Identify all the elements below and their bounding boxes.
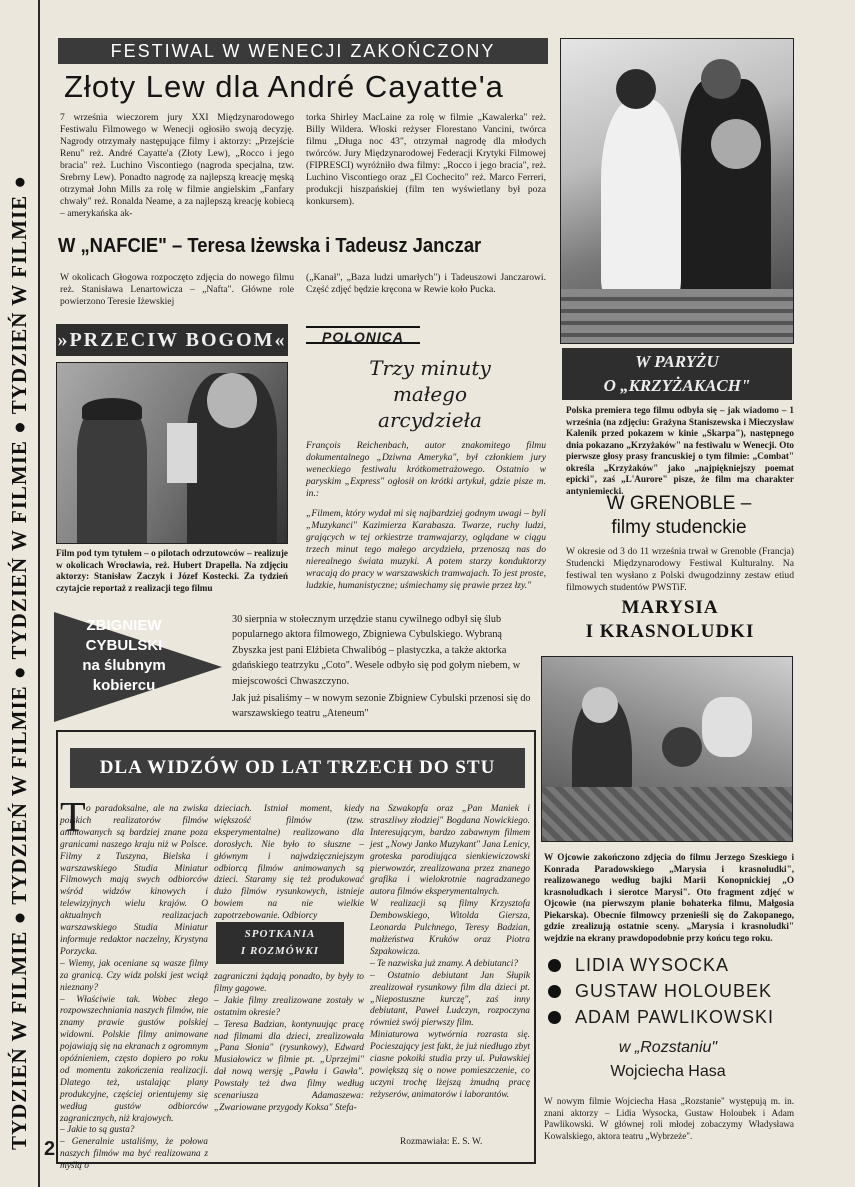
paryz-tag-line1: W PARYŻU bbox=[635, 352, 719, 371]
cybulski-text bbox=[232, 612, 538, 722]
marysia-title-line2: I KRASNOLUDKI bbox=[585, 621, 755, 642]
cybulski-p1: 30 sierpnia w stołecznym urzędzie stanu cywilnego odbył się ślub popularnego aktora filmowego, Zbigniewa Cybulskiego. Wybraną Zbyszka jest pani Elżbieta Chwalibóg – plastyczka, a także aktorka gdańskiego teatrzyku „Coto". Wesele odbyło się pod gołym niebem, w miejscowości Chwaszczyno. bbox=[232, 614, 521, 687]
rozstanie-text: W nowym filmie Wojciecha Hasa „Rozstanie" występują m. in. znani aktorzy – Lidia Wysocka, Gustaw Holoubek i Adam Pawlikowski. W głównej roli młodej zobaczymy Władysława Kowalskiego, aktora teatru „Wybrzeże". bbox=[544, 1096, 794, 1141]
polonica-intro: François Reichenbach, autor znakomitego filmu dokumentalnego „Dziwna Ameryka", był członkiem jury weneckiego festiwalu krótkometrażowego. Ostatnio w paryskim „Express" ogłosił on krótki artykuł, gdzie pisze m. in.: bbox=[306, 440, 546, 499]
nafcie-col2: („Kanał", „Baza ludzi umarłych") i Tadeuszowi Janczarowi. Część zdjęć będzie kręcona w Rewie koło Pucka. bbox=[306, 272, 546, 295]
marysia-title-line1: MARYSIA bbox=[621, 597, 719, 618]
widzow-signature: Rozmawiała: E. S. W. bbox=[400, 1137, 483, 1147]
venice-banner: FESTIWAL W WENECJI ZAKOŃCZONY bbox=[58, 38, 548, 64]
krzyzacy-premiere-photo bbox=[560, 38, 794, 344]
widzow-col2b: zagraniczni żądają ponadto, by były to filmy gagowe. – Jakie filmy zrealizowane zostały w ostatnim okresie? – Teresa Badzian, kontynuując pracę nad filmami dla dzieci, zrealizowała „Pana Słonia" (rysunkowy), Edward Musiałowicz w filmie pt. „Uprzejmi" dał nową wersję „Pawła i Gawła". Powstały też dwa filmy według scenariusza Adamaszewa: „Zwariowane przygody Koksa" Stefa- bbox=[214, 972, 364, 1113]
cybulski-title-line4: kobiercu bbox=[92, 677, 156, 694]
polonica-tag: POLONICA bbox=[306, 326, 420, 344]
cybulski-title-line2: CYBULSKI bbox=[85, 637, 163, 654]
sidebar-running-title: TYDZIEŃ W FILMIE ● TYDZIEŃ W FILMIE ● TYDZIEŃ W FILMIE ● TYDZIEŃ W FILMIE ● bbox=[7, 174, 31, 1150]
przeciw-tag: »PRZECIW BOGOM« bbox=[56, 324, 288, 356]
przeciw-photo bbox=[56, 362, 288, 544]
polonica-title-line1: Trzy minuty bbox=[369, 356, 491, 380]
rozstanie-title-line1: w „Rozstaniu" bbox=[618, 1039, 718, 1056]
spotkania-tag-line1: SPOTKANIA bbox=[244, 928, 316, 940]
widzow-dropcap: T bbox=[60, 795, 86, 841]
sidebar-strip bbox=[0, 0, 40, 1187]
venice-col1: 7 września wieczorem jury XXI Międzynarodowego Festiwalu Filmowego w Wenecji ogłosiło swoją decyzję. Nagrody otrzymały następujące filmy i aktorzy: „Przejście Renu" reż. André Cayatte'a (Złoty Lew), „Rocco i jego bracia" reż. Luchino Viscontiego (nagroda specjalna, tzw. Srebrny Lew). Ponadto nagrodę za najlepszą kreację męską otrzymał John Mills za rolę w filmie angielskim „Fanfary chwały" reż. Ronalda Neame, a za najlepszą kreację kobiecą – amerykańska ak- bbox=[60, 112, 294, 219]
cast-name: LIDIA WYSOCKA bbox=[575, 954, 730, 975]
grenoble-text: W okresie od 3 do 11 września trwał w Grenoble (Francja) Studencki Międzynarodowy Festiwal Kulturalny. Na festiwal ten wysłano z Polski dwugodzinny zestaw etiud filmowych studentów PWSTiF. bbox=[566, 546, 794, 593]
przeciw-caption: Film pod tym tytułem – o pilotach odrzutowców – realizuje w okolicach Wrocławia, reż. Hubert Drapella. Na zdjęciu aktorzy: Stanisław Zaczyk i Józef Kostecki. Za tydzień czytajcie reportaż z realizacji tego filmu bbox=[56, 548, 288, 593]
rozstanie-title bbox=[548, 1036, 788, 1084]
bullet-dot bbox=[548, 985, 561, 998]
polonica-title-line3: arcydzieła bbox=[378, 408, 482, 432]
marysia-photo bbox=[541, 656, 793, 842]
rozstanie-title-line2: Wojciecha Hasa bbox=[610, 1063, 726, 1080]
paryz-tag bbox=[562, 348, 792, 400]
rozstanie-cast-list bbox=[548, 952, 798, 1030]
page-number: 2 bbox=[44, 1138, 56, 1160]
cybulski-p2: Jak już pisaliśmy – w nowym sezonie Zbigniew Cybulski przenosi się do warszawskiego teatru „Ateneum" bbox=[232, 693, 531, 720]
widzow-col1: o paradoksalne, ale na zwiska polskich realizatorów filmów animowanych są bardziej znane poza granicami naszego kraju niż w Polsce. Filmy z Tuszyna, Bielska i warszawskiego Studia Miniatur Filmowych mają swych odbiorców wśród widzów kinowych i telewizyjnych wielu krajów. O aktualnych realizacjach warszawskiego Studia Miniatur informuje redaktor naczelny, Krystyna Porzycka. – Wiemy, jak oceniane są wasze filmy za granicą. Czy widz polski jest wciąż nieznany? – Właściwie tak. Wobec złego rozpowszechniania naszych filmów, nie znamy prawie gustów polskiej widowni. Polskie filmy animowane pojawiają się na ekranach z ogromnym opóźnieniem, często dopiero po roku od momentu zakończenia realizacji. Dlatego też, ustalając plany produkcyjne, częściej orientujemy się według gustów odbiorców zagranicznych, niż krajowych. – Jakie to są gusta? – Generalnie ustaliśmy, że połowa naszych filmów ma być realizowana z myślą o bbox=[60, 804, 208, 1172]
grenoble-title-line1: W GRENOBLE – bbox=[606, 493, 752, 514]
venice-headline: Złoty Lew dla André Cayatte'a bbox=[64, 69, 504, 104]
bullet-dot bbox=[548, 1011, 561, 1024]
cast-name: GUSTAW HOLOUBEK bbox=[575, 980, 773, 1001]
polonica-title-line2: małego bbox=[392, 382, 468, 406]
cast-item bbox=[548, 1004, 798, 1030]
widzow-banner: DLA WIDZÓW OD LAT TRZECH DO STU bbox=[70, 748, 525, 788]
paryz-tag-line2: O „KRZYŻAKACH" bbox=[603, 376, 751, 395]
cybulski-title bbox=[56, 616, 192, 696]
grenoble-title-line2: filmy studenckie bbox=[611, 517, 747, 538]
polonica-quote: „Filmem, który wydał mi się najbardziej godnym uwagi – byli „Muzykanci" Kazimierza Karabasza. Twarze, ruchy ludzi, grających w tej orkiestrze tramwajarzy, oglądane w ciągu trzech minut tego małego arcydzieła, przenoszą nas do nierealnego świata muzyki. A potem starzy konduktorzy wracają do pracy w warszawskich tramwajach. To jest proste, ludzkie, humanistyczne; uśmiechamy się prawie przez łzy." bbox=[306, 508, 546, 591]
venice-col2: torka Shirley MacLaine za rolę w filmie „Kawalerka" reż. Billy Wildera. Włoski reżyser Florestano Vancini, twórca filmu „Długa noc 43", otrzymał nagrodę dla młodych twórców. Jury Międzynarodowej Federacji Krytyki Filmowej (FIPRESCI) wyróżniło dwa filmy: „Rocco i jego bracia", reż. Luchino Viscontiego oraz „El Cochecito" reż. Marco Ferreri, produkcji hiszpańskiej (film ten wyświetlany był poza konkursem). bbox=[306, 112, 546, 207]
cybulski-title-line1: ZBIGNIEW bbox=[86, 617, 162, 634]
grenoble-title bbox=[566, 492, 792, 540]
nafcie-col1: W okolicach Głogowa rozpoczęto zdjęcia do nowego filmu reż. Stanisława Lenartowicza – „Nafta". Główne role powierzono Teresie Iżewskiej bbox=[60, 272, 294, 307]
paryz-text: Polska premiera tego filmu odbyła się – jak wiadomo – 1 września (na zdjęciu: Grażyna Staniszewska i Mieczysław Kalenik przed pokazem w kinie „Skarpa"), następnego dnia pokazano „Krzyżaków" na festiwalu w Wenecji. Oto pierwsze głosy prasy francuskiej o tym filmie: „Combat" określa „Krzyżaków" jako „najpiękniejszy poemat epicki", zaś „L'Aurore" pisze, że film ma charakter antyniemiecki. bbox=[566, 405, 794, 496]
polonica-title bbox=[330, 355, 530, 433]
widzow-col2a: dzieciach. Istniał moment, kiedy większość filmów (tzw. eksperymentalne) realizowano dla dorosłych. Nie było to słuszne – głównym i najwdzięczniejszym odbiorcą filmów animowanych są dzieci. Staramy się też produkować dużo filmów rysunkowych, istnieje bowiem na nie wielkie zapotrzebowanie. Odbiorcy bbox=[214, 804, 364, 922]
widzow-col3: na Szwakopfa oraz „Pan Maniek i straszliwy złodziej" Bogdana Nowickiego. Interesującym, bardzo zabawnym filmem jest „Nowy Janko Muzykant" Jana Lenicy, groteska parodiująca sienkiewiczowski pierwowzór, zrealizowana przez znanego grafika i wielokrotnie nagradzanego autora filmów eksperymentalnych. W realizacji są filmy Krzysztofa Dembowskiego, Witolda Giersza, Leonarda Pulchnego, Teresy Badzian, małżeństwa Kruków oraz Piotra Szpakowicza. – Te nazwiska już znamy. A debiutanci? – Ostatnio debiutant Jan Słupik zrealizował rysunkowy film dla dzieci pt. „Niepostuszne kurczę", zaś inny debiutant, Paweł Ludczyn, rozpoczyna również swój pierwszy film. Miniaturowa wytwórnia rozrasta się. Pocieszający jest fakt, że już niedługo zbyt ciasne pokoiki studia przy ul. Puławskiej powiększą się o nowe pomieszczenie, co uczyni trochę lżejszą żmudną pracę reżyserów, animatorów i laborantów. bbox=[370, 804, 530, 1100]
bullet-dot bbox=[548, 959, 561, 972]
cast-item bbox=[548, 952, 798, 978]
marysia-text: W Ojcowie zakończono zdjęcia do filmu Jerzego Szeskiego i Konrada Paradowskiego „Marysia i krasnoludki", realizowanego według bajki Marii Konopnickiej „O krasnoludkach i sierotce Marysi". Oto fragment zdjęć w Ojcowie (na pierwszym planie bohaterka filmu, Małgosia Piekarska). Obecnie filmowcy przenieśli się do Zakopanego, gdzie zrealizują ostatnie sceny. „Marysia i krasnoludki" wejdzie na ekrany prawdopodobnie przy końcu tego roku. bbox=[544, 852, 794, 943]
cast-name: ADAM PAWLIKOWSKI bbox=[575, 1006, 775, 1027]
marysia-title bbox=[545, 596, 795, 644]
cast-item bbox=[548, 978, 798, 1004]
nafcie-headline: W „NAFCIE" – Teresa Iżewska i Tadeusz Janczar bbox=[58, 235, 482, 257]
spotkania-tag-line2: I ROZMÓWKI bbox=[240, 945, 320, 957]
spotkania-tag bbox=[216, 922, 344, 964]
cybulski-title-line3: na ślubnym bbox=[82, 657, 166, 674]
